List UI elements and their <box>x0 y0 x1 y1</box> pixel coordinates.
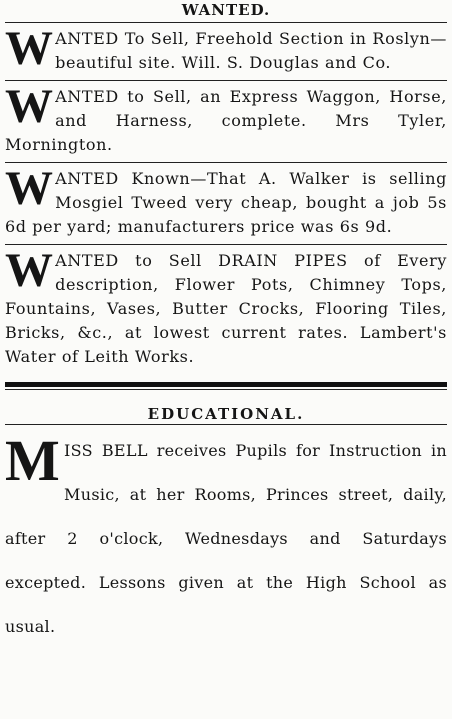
drop-cap: M <box>5 428 61 493</box>
ad-text: ISS BELL receives Pupils for Instruction in Music, at her Rooms, Princes street, daily, after 2 o'clock, Wednesdays and Saturdays excepted. Lessons given at the High School as usual. <box>5 441 447 636</box>
section-divider-thick <box>5 382 447 387</box>
drop-cap: W <box>5 80 54 133</box>
drop-cap: W <box>5 162 54 215</box>
ad-text: ANTED To Sell, Freehold Section in Roslyn—beautiful site. Will. S. Douglas and Co. <box>55 29 447 72</box>
drop-cap: W <box>5 22 54 75</box>
wanted-heading: WANTED. <box>181 1 271 19</box>
ad-text: ANTED to Sell DRAIN PIPES of Every description, Flower Pots, Chimney Tops, Fountains, Vases, Butter Crocks, Flooring Tiles, Bricks, &c., at lowest current rates. Lambert's Water of Leith Works. <box>5 251 447 366</box>
ad-freehold-section <box>5 23 447 80</box>
ad-text: ANTED to Sell, an Express Waggon, Horse, and Harness, complete. Mrs Tyler, Mornington. <box>5 87 447 154</box>
ad-miss-bell <box>5 425 447 649</box>
ad-express-waggon <box>5 81 447 162</box>
drop-cap: W <box>5 244 54 297</box>
educational-heading: EDUCATIONAL. <box>147 405 305 423</box>
section-divider-thin <box>5 389 447 390</box>
ad-text: ANTED Known—That A. Walker is selling Mosgiel Tweed very cheap, bought a job 5s 6d per yard; manufacturers price was 6s 9d. <box>5 169 447 236</box>
ad-mosgiel-tweed <box>5 163 447 244</box>
ad-drain-pipes <box>5 245 447 374</box>
